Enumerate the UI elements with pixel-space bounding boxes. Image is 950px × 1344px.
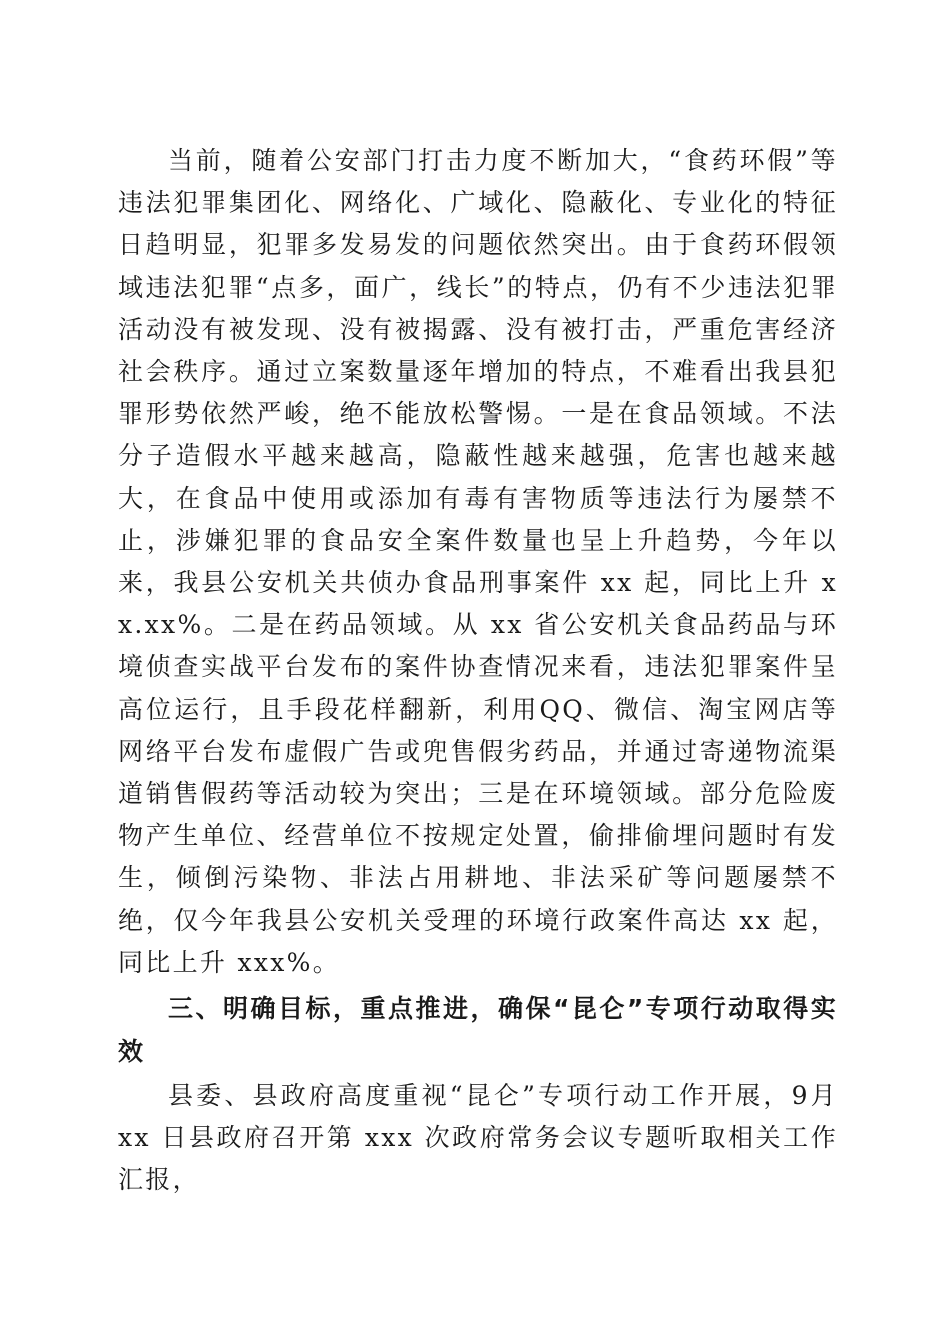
section-heading: 三、明确目标，重点推进，确保“昆仑”专项行动取得实效 (118, 994, 838, 1067)
paragraph-crime-situation: 当前，随着公安部门打击力度不断加大，“食药环假”等违法犯罪集团化、网络化、广域化、隐蔽化、专业化的特征日趋明显，犯罪多发易发的问题依然突出。由于食药环假领域违法犯罪“点多，面广，线长”的特点，仍有不少违法犯罪活动没有被发现、没有被揭露、没有被打击，严重危害经济社会秩序。通过立案数量逐年增加的特点，不难看出我县犯罪形势依然严峻，绝不能放松警惕。一是在食品领域。不法分子造假水平越来越高，隐蔽性越来越强，危害也越来越大，在食品中使用或添加有毒有害物质等违法行为屡禁不止，涉嫌犯罪的食品安全案件数量也呈上升趋势，今年以来，我县公安机关共侦办食品刑事案件 xx 起，同比上升 xx.xx%。二是在药品领域。从 xx 省公安机关食品药品与环境侦查实战平台发布的案件协查情况来看，违法犯罪案件呈高位运行，且手段花样翻新，利用QQ、微信、淘宝网店等网络平台发布虚假广告或兜售假劣药品，并通过寄递物流渠道销售假药等活动较为突出；三是在环境领域。部分危险废物产生单位、经营单位不按规定处置，偷排偷埋问题时有发生，倾倒污染物、非法占用耕地、非法采矿等问题屡禁不绝，仅今年我县公安机关受理的环境行政案件高达 xx 起，同比上升 xxx%。 (118, 146, 838, 977)
paragraph-government-attention: 县委、县政府高度重视“昆仑”专项行动工作开展，9月 xx 日县政府召开第 xxx 次政府常务会议专题听取相关工作汇报， (118, 1081, 838, 1195)
document-body (118, 140, 838, 1202)
